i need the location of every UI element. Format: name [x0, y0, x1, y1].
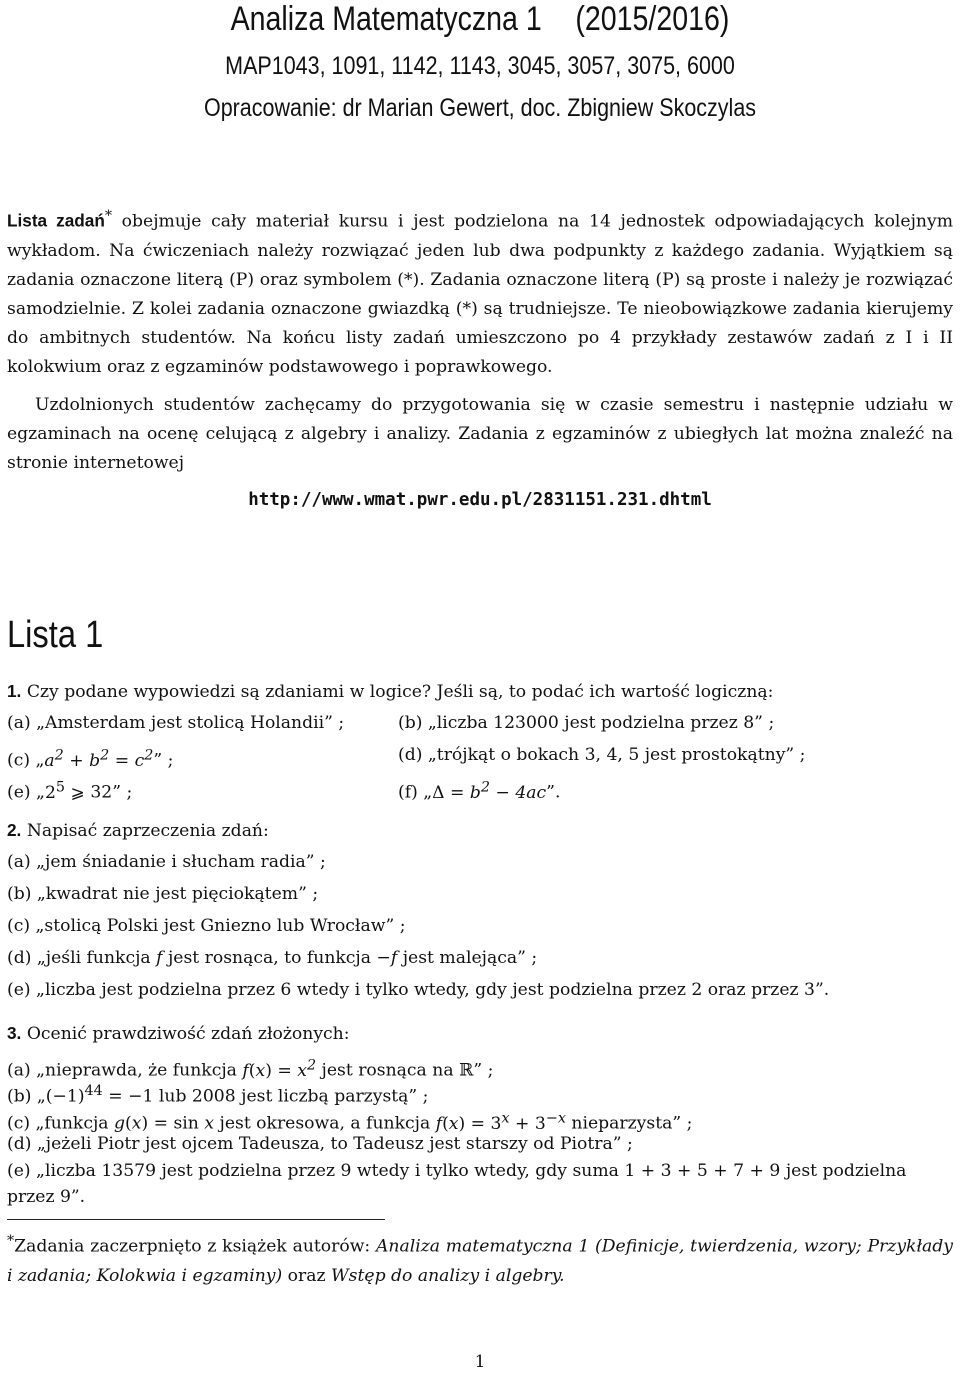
item-text: jest rosnąca na ℝ” ;: [316, 1060, 494, 1081]
q1-item-e: [7, 776, 132, 804]
q1-item-d: (d) „trójkąt o bokach 3, 4, 5 jest prostokątny” ;: [398, 745, 806, 765]
exam-paragraph: [7, 391, 953, 478]
footnote-marker: *: [7, 1233, 15, 1249]
q2-item-a: (a) „jem śniadanie i słucham radia” ;: [7, 852, 326, 872]
item-end: ”.: [546, 782, 561, 803]
item-text: (d) „jeśli funkcja: [7, 948, 157, 968]
math-expr: $a^2 + b^2 = c^2$: [44, 747, 154, 771]
section-title: Lista 1: [7, 614, 104, 656]
q2-item-e: (e) „liczba jest podzielna przez 6 wtedy i tylko wtedy, gdy jest podzielna przez 2 oraz przez 3”.: [7, 980, 830, 1000]
item-text: nieparzysta” ;: [565, 1113, 693, 1134]
q1-item-b: (b) „liczba 123000 jest podzielna przez 8” ;: [398, 713, 775, 733]
q3-item-c: [7, 1107, 692, 1135]
book-title-1: Analiza matematyczna 1 (Definicje, twierdzenia, wzory; Przykłady i zadania; Kolokwia i egzaminy): [7, 1236, 953, 1286]
item-label: (c) „: [7, 750, 45, 771]
item-end: 32” ;: [84, 782, 133, 803]
q1-item-c: [7, 744, 173, 772]
footnote: [7, 1227, 953, 1291]
item-text: (a) „nieprawda, że funkcja: [7, 1060, 243, 1081]
item-text: (b) „(−1): [7, 1086, 85, 1107]
question-1: [7, 680, 773, 703]
question-3: [7, 1022, 350, 1045]
exponent: 44: [84, 1083, 103, 1099]
q3-item-d: (d) „jeżeli Piotr jest ojcem Tadeusza, to Tadeusz jest starszy od Piotra” ;: [7, 1134, 633, 1154]
item-text: jest rosnąca, to funkcja −: [162, 948, 391, 968]
question-number: 2.: [7, 820, 22, 840]
footnote-mid: oraz: [282, 1265, 331, 1286]
math-expr: $2^5$ ⩾: [44, 779, 85, 803]
math-var: f: [390, 948, 398, 968]
question-number: 3.: [7, 1023, 22, 1043]
question-text: Ocenić prawdziwość zdań złożonych:: [26, 1024, 350, 1044]
math-var: f: [156, 948, 163, 968]
q3-item-a: [7, 1054, 493, 1082]
math-expr: $f(x) = x^2$: [242, 1057, 317, 1081]
q2-item-d: [7, 947, 537, 969]
q2-item-c: (c) „stolicą Polski jest Gniezno lub Wrocław” ;: [7, 916, 406, 936]
q1-item-a: (a) „Amsterdam jest stolicą Holandii” ;: [7, 713, 345, 733]
book-title-2: Wstęp do analizy i algebry.: [331, 1265, 565, 1286]
q1-item-f: [398, 776, 560, 804]
item-label: (f) „: [398, 782, 433, 803]
course-title: [77, 0, 883, 39]
intro-paragraph: [7, 202, 953, 382]
academic-year: (2015/2016): [575, 0, 730, 38]
math-expr: $\Delta = b^2 - 4ac$: [432, 779, 547, 803]
footnote-marker: *: [104, 208, 112, 224]
page-number: 1: [474, 1352, 486, 1372]
item-text: jest okresowa, a funkcja: [214, 1113, 436, 1134]
item-text: (c) „funkcja: [7, 1113, 114, 1134]
question-text: Napisać zaprzeczenia zdań:: [26, 821, 269, 841]
course-codes: MAP1043, 1091, 1142, 1143, 3045, 3057, 3075, 6000: [225, 52, 735, 80]
exam-text: Uzdolnionych studentów zachęcamy do przygotowania się w czasie semestru i następnie udziału w egzaminach na ocenę celującą z algebry i analizy. Zadania z egzaminów z ubiegłych lat można znaleźć na stronie internetowej: [7, 395, 953, 473]
q3-item-e: (e) „liczba 13579 jest podzielna przez 9 wtedy i tylko wtedy, gdy suma 1 + 3 + 5 + 7 + 9 jest podzielna: [7, 1161, 907, 1181]
item-label: (e) „: [7, 782, 45, 803]
question-2: [7, 819, 269, 842]
math-expr: g(x) = sin x: [114, 1113, 215, 1134]
course-name: Analiza Matematyczna 1: [230, 0, 542, 38]
website-url[interactable]: http://www.wmat.pwr.edu.pl/2831151.231.dhtml: [248, 490, 712, 510]
question-text: Czy podane wypowiedzi są zdaniami w logice? Jeśli są, to podać ich wartość logiczną:: [26, 682, 774, 702]
intro-text: obejmuje cały materiał kursu i jest podzielona na 14 jednostek odpowiadających kolejnym wykładom. Na ćwiczeniach należy rozwiązać jeden lub dwa podpunkty z każdego zadania. Wyjątkiem są zadania oznaczone literą (P) oraz symbolem (*). Zadania oznaczone literą (P) są proste i należy je rozwiązać samodzielnie. Z kolei zadania oznaczone gwiazdką (*) są trudniejsze. Te nieobowiązkowe zadania kierujemy do ambitnych studentów. Na końcu listy zadań umieszczono po 4 przykłady zestawów zadań z I i II kolokwium oraz z egzaminów podstawowego i poprawkowego.: [7, 211, 953, 377]
footnote-rule: [7, 1219, 385, 1220]
q3-item-b: [7, 1080, 428, 1108]
intro-lead: Lista zadań: [7, 210, 105, 231]
q2-item-b: (b) „kwadrat nie jest pięciokątem” ;: [7, 884, 319, 904]
item-text: jest malejąca” ;: [397, 948, 538, 968]
math-expr: $f(x) = 3^x + 3^{-x}$: [435, 1110, 566, 1134]
authors-line: Opracowanie: dr Marian Gewert, doc. Zbigniew Skoczylas: [203, 94, 757, 122]
question-number: 1.: [7, 681, 22, 701]
footnote-lead: Zadania zaczerpnięto z książek autorów:: [14, 1236, 376, 1257]
item-end: ” ;: [153, 750, 174, 771]
q3-item-e-cont: przez 9”.: [7, 1187, 86, 1207]
item-text: = −1 lub 2008 jest liczbą parzystą” ;: [102, 1086, 429, 1107]
